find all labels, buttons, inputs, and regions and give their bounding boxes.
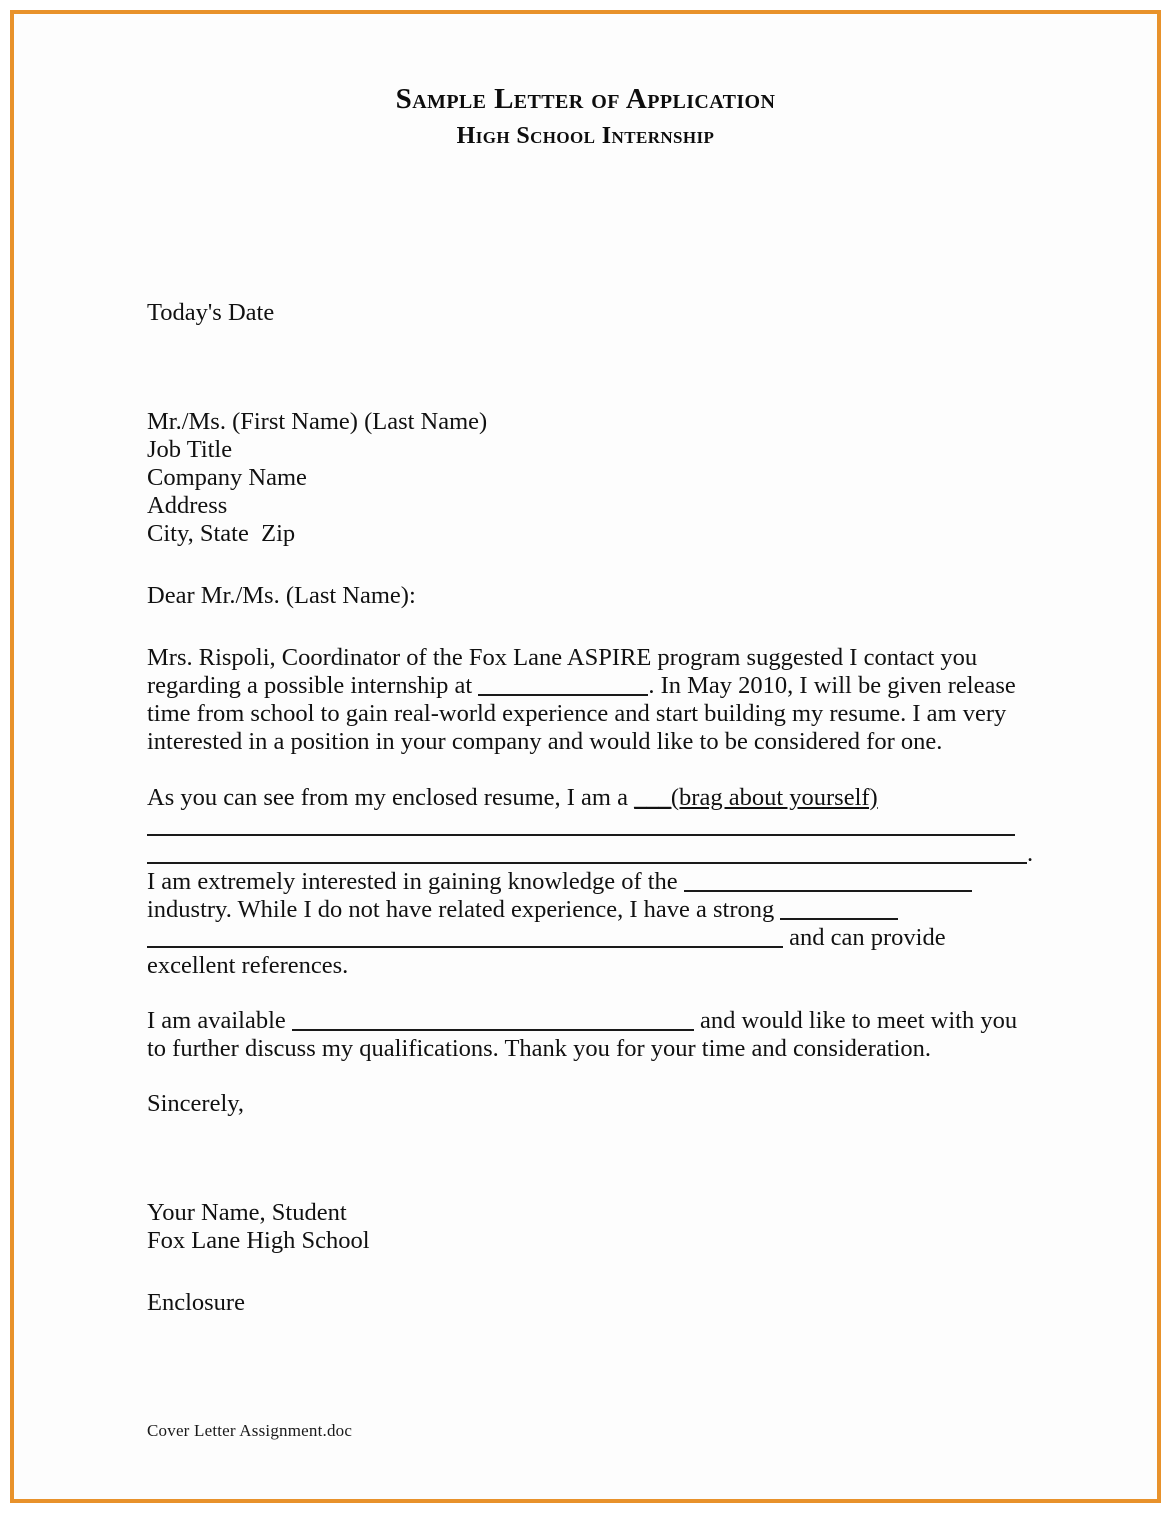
paragraph-3-text-after-blank: and would like to meet with you to further discuss my qualifications. Thank you for your time and consideration. [147, 1006, 1018, 1062]
fill-in-blank-availability[interactable] [292, 1009, 694, 1031]
fill-in-blank-company[interactable] [478, 674, 648, 696]
signature-line-name: Your Name, Student [147, 1198, 347, 1226]
paragraph-2-line-6: excellent references. [147, 951, 349, 979]
letter-salutation: Dear Mr./Ms. (Last Name): [147, 582, 416, 610]
address-line-name: Mr./Ms. (First Name) (Last Name) [147, 408, 488, 436]
recipient-address-block [147, 408, 1037, 548]
spacer-after-date [147, 327, 1037, 408]
paragraph-2-text-experience: industry. While I do not have related experience, I have a strong [147, 895, 781, 923]
paragraph-2-line-4 [147, 896, 1037, 924]
paragraph-2-blank-line-1 [147, 812, 1037, 840]
spacer-before-enclosure [147, 1255, 1037, 1289]
page-subtitle: High School Internship [456, 123, 715, 150]
fill-in-blank-strength-2[interactable] [147, 926, 783, 948]
letter-paragraph-2 [147, 784, 1037, 980]
spacer-after-paragraph-2 [147, 980, 1037, 1007]
paragraph-2-blank-line-2 [147, 840, 1037, 868]
signature-line-school: Fox Lane High School [147, 1227, 370, 1255]
paragraph-2-underlined-prompt: (brag about yourself) [670, 783, 878, 811]
paragraph-2-underscores[interactable]: ___ [634, 783, 671, 811]
paragraph-2-line-5 [147, 924, 1037, 952]
spacer-after-address [147, 548, 1037, 582]
fill-in-blank-strength-1[interactable] [780, 898, 898, 920]
signature-block [147, 1199, 1037, 1255]
spacer-after-paragraph-1 [147, 757, 1037, 784]
document-heading-block [14, 82, 1157, 151]
page-title: Sample Letter of Application [395, 83, 776, 115]
paragraph-2-line-1 [147, 784, 1037, 812]
spacer-signature-space [147, 1118, 1037, 1199]
paragraph-2-line-3 [147, 868, 1037, 896]
address-line-city: City, State Zip [147, 520, 296, 548]
spacer-after-salutation [147, 610, 1037, 644]
document-page-frame [10, 10, 1161, 1503]
fill-in-blank-brag-2[interactable] [147, 842, 1027, 864]
document-page-surface [14, 14, 1157, 1499]
paragraph-2-blank-terminator: . [1027, 839, 1034, 867]
address-line-company: Company Name [147, 464, 307, 492]
fill-in-blank-industry[interactable] [684, 870, 972, 892]
paragraph-1-text-after-blank: . In May 2010, I will be given release time from school to gain real-world experience and start building my resume. I am very interested in a position in your company and would like to be considered for one. [147, 672, 1016, 756]
letter-paragraph-1 [147, 644, 1037, 756]
footer-filename: Cover Letter Assignment.doc [147, 1421, 353, 1440]
spacer-after-paragraph-3 [147, 1063, 1037, 1090]
paragraph-3-text-before-blank: I am available [147, 1006, 292, 1034]
address-line-title: Job Title [147, 436, 233, 464]
fill-in-blank-brag-1[interactable] [147, 813, 1015, 835]
paragraph-1-text-before-blank: Mrs. Rispoli, Coordinator of the Fox Lane ASPIRE program suggested I contact you regarding a possible internship at [147, 644, 978, 700]
paragraph-2-text-knowledge: I am extremely interested in gaining knowledge of the [147, 867, 684, 895]
letter-paragraph-3 [147, 1007, 1037, 1063]
letter-enclosure: Enclosure [147, 1289, 245, 1317]
address-line-street: Address [147, 492, 228, 520]
paragraph-2-text-provide: and can provide [783, 923, 946, 951]
letter-closing: Sincerely, [147, 1089, 245, 1117]
letter-date-line: Today's Date [147, 299, 275, 326]
paragraph-2-lead-in: As you can see from my enclosed resume, I am a [147, 783, 635, 811]
letter-body [147, 299, 1037, 1317]
